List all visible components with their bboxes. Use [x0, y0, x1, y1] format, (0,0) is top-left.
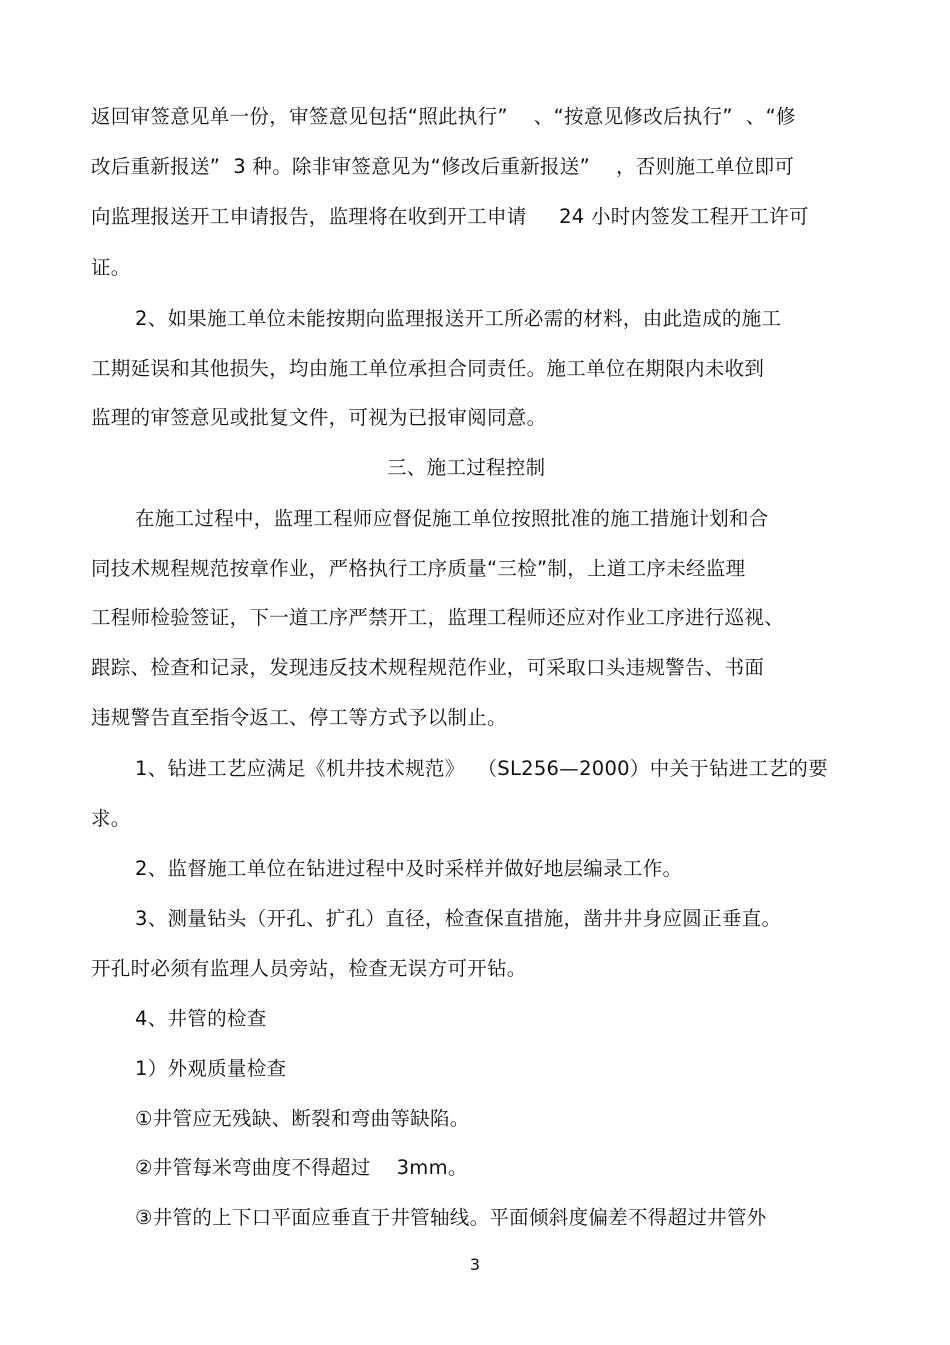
text-line: 证。	[91, 256, 131, 279]
page-number: 3	[469, 1255, 481, 1274]
text-line: 求。	[91, 807, 131, 830]
text-line: ①井管应无残缺、断裂和弯曲等缺陷。	[135, 1107, 470, 1130]
text-line: 1、钻进工艺应满足《机井技术规范》 （SL256—2000）中关于钻进工艺的要	[135, 757, 828, 780]
section-heading: 三、施工过程控制	[387, 456, 546, 479]
text-line: 4、井管的检查	[135, 1007, 267, 1030]
text-line: ②井管每米弯曲度不得超过 3mm。	[135, 1156, 468, 1179]
text-line: 工程师检验签证，下一道工序严禁开工，监理工程师还应对作业工序进行巡视、	[91, 606, 785, 629]
text-line: ③井管的上下口平面应垂直于井管轴线。平面倾斜度偏差不得超过井管外	[135, 1206, 767, 1229]
text-line: 监理的审签意见或批复文件，可视为已报审阅同意。	[91, 406, 547, 429]
text-line: 跟踪、检查和记录，发现违反技术规程规范作业，可采取口头违规警告、书面	[91, 656, 765, 679]
text-line: 违规警告直至指令返工、停工等方式予以制止。	[91, 706, 507, 729]
text-line: 3、测量钻头（开孔、扩孔）直径，检查保直措施，凿井井身应圆正垂直。	[135, 907, 782, 930]
text-line: 向监理报送开工申请报告，监理将在收到开工申请 24 小时内签发工程开工许可	[91, 205, 809, 228]
text-line: 工期延误和其他损失，均由施工单位承担合同责任。施工单位在期限内未收到	[91, 357, 765, 380]
text-line: 在施工过程中，监理工程师应督促施工单位按照批准的施工措施计划和合	[135, 507, 769, 530]
text-line: 开孔时必须有监理人员旁站，检查无误方可开钻。	[91, 957, 527, 980]
text-line: 2、如果施工单位未能按期向监理报送开工所必需的材料，由此造成的施工	[135, 307, 782, 330]
text-line: 1）外观质量检查	[135, 1057, 287, 1080]
text-line: 改后重新报送” 3 种。除非审签意见为“修改后重新报送” ，否则施工单位即可	[91, 155, 795, 178]
text-line: 同技术规程规范按章作业，严格执行工序质量“三检”制，上道工序未经监理	[91, 557, 746, 580]
text-line: 返回审签意见单一份，审签意见包括“照此执行” 、“按意见修改后执行” 、“修	[91, 105, 796, 128]
text-line: 2、监督施工单位在钻进过程中及时采样并做好地层编录工作。	[135, 857, 683, 880]
